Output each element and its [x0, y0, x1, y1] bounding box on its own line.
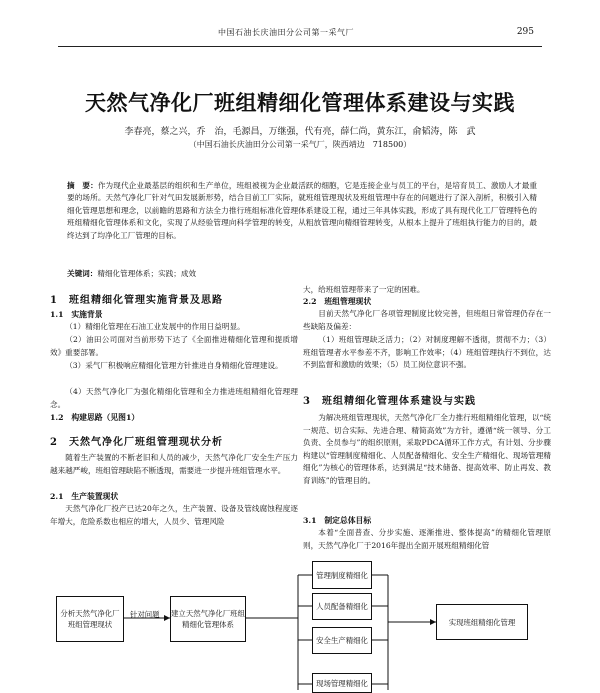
section-2-1-paragraph: 天然气净化厂投产已达20年之久，生产装置、设备及管线腐蚀程度逐年增大，危险系数也相应的增大，人员少、管理风险 [50, 504, 298, 526]
section-3-1-paragraph: 本着“全面普查、分步实施、逐渐推进、整体提高”的精细化管理原则，天然气净化厂于2016年提出全面开展班组精细化管 [303, 528, 551, 550]
section-1-heading: 1 班组精细化管理实施背景及思路 [50, 295, 223, 306]
section-1-1-item-3: （3）采气厂积极响应精细化管理方针推进自身精细化管理建设。 [65, 361, 283, 370]
box-branch-safety: 安全生产精细化 [312, 627, 372, 654]
box-branch-system: 管理制度精细化 [312, 561, 372, 589]
section-3-paragraph: 为解决班组管理现状，天然气净化厂全力推行班组精细化管理，以“统一规范、切合实际、先进合理、精简高效”为方针，遵循“统一领导、分工负责、全员参与”的组织原则，采取PDCA循环工作方式，有计划、分步骤构建以“管理制度精细化、人员配备精细化、安全生产精细化、现场管理精细化”为核心的管理体系，达到满足“技术储备、提高效率、防止再发、教育训练”的管理目的。 [303, 413, 551, 485]
box-analyze-status: 分析天然气净化厂班组管理现状 [56, 596, 124, 642]
section-1-1-item-4: （4）天然气净化厂为强化精细化管理和全力推进班组精细化管理理念。 [50, 387, 298, 409]
right-column-continuation: 大，给班组管理带来了一定的困难。 [303, 285, 425, 294]
box-branch-site: 现场管理精细化 [312, 673, 372, 693]
section-3-1-heading: 3.1 制定总体目标 [303, 516, 372, 525]
abstract-label: 摘 要： [67, 181, 98, 190]
section-1-1-heading: 1.1 实施背景 [50, 310, 103, 319]
section-2-2-heading: 2.2 班组管理现状 [303, 297, 372, 306]
arrow-label-problems: 针对问题 [130, 610, 160, 619]
box-build-system: 建立天然气净化厂班组精细化管理体系 [170, 596, 246, 642]
section-1-2-heading: 1.2 构建思路（见图1） [50, 413, 140, 422]
journal-name: 中国石油长庆油田分公司第一采气厂 [218, 28, 354, 37]
section-1-1-item-1: （1）精细化管理在石油工业发展中的作用日益明显。 [65, 322, 245, 331]
section-2-paragraph: 随着生产装置的不断老旧和人员的减少，天然气净化厂安全生产压力越来越严峻，班组管理缺陷不断透现，需要进一步提升班组管理水平。 [50, 453, 298, 475]
keywords-label: 关键词： [67, 269, 98, 278]
affiliation: （中国石油长庆油田分公司第一采气厂，陕西靖边 718500） [188, 140, 412, 149]
author-list: 李春亮，蔡之兴，乔 治，毛源昌，万继强，代有亮，薛仁尚，黄东江，俞韬涛，陈 武 [124, 127, 476, 137]
section-2-2-paragraph-2: （1）班组管理缺乏活力；（2）对制度理解不透彻，贯彻不力；（3）班组管理者水平参差不齐，影响工作效率；（4）班组管理执行不到位，达不到监督和激励的效果；（5）员工岗位意识不强。 [303, 335, 551, 370]
box-goal: 实现班组精细化管理 [436, 604, 528, 640]
abstract-text: 作为现代企业最基层的组织和生产单位，班组被视为企业最活跃的细胞，它是连接企业与员工的平台，是培育员工、激励人才最重要的场所。天然气净化厂针对气田发展新形势，结合目前工厂实际，就班组管理现状及班组管理中存在的问题进行了深入剖析，积极引入精细化管理思想和理念，以前瞻的思路和方法全力推行班组标准化管理体系建设工程，通过三年具体实践，形成了具有现代化工厂管理特色的班组精细化管理体系和文化，实现了从经验管理向科学管理的转变，从粗放管理向精细管理转变，从根本上提升了班组执行能力的目的，最终达到了均净化工厂管理的目标。 [67, 181, 537, 240]
page-number: 295 [516, 27, 534, 37]
section-3-heading: 3 班组精细化管理体系建设与实践 [303, 396, 476, 407]
keywords-text: 精细化管理体系；实践；成效 [97, 269, 197, 278]
box-branch-staffing: 人员配备精细化 [312, 593, 372, 620]
paper-title: 天然气净化厂班组精细化管理体系建设与实践 [85, 90, 515, 115]
section-2-1-heading: 2.1 生产装置现状 [50, 492, 119, 501]
section-2-2-paragraph-1: 目前天然气净化厂各项管理制度比较完善，但班组日常管理仍存在一些缺陷及偏差： [303, 309, 551, 331]
section-2-heading: 2 天然气净化厂班组管理现状分析 [50, 437, 223, 448]
section-1-1-item-2: （2）油田公司面对当前形势下达了《全面推进精细化管理和提质增效》重要部署。 [50, 335, 298, 357]
